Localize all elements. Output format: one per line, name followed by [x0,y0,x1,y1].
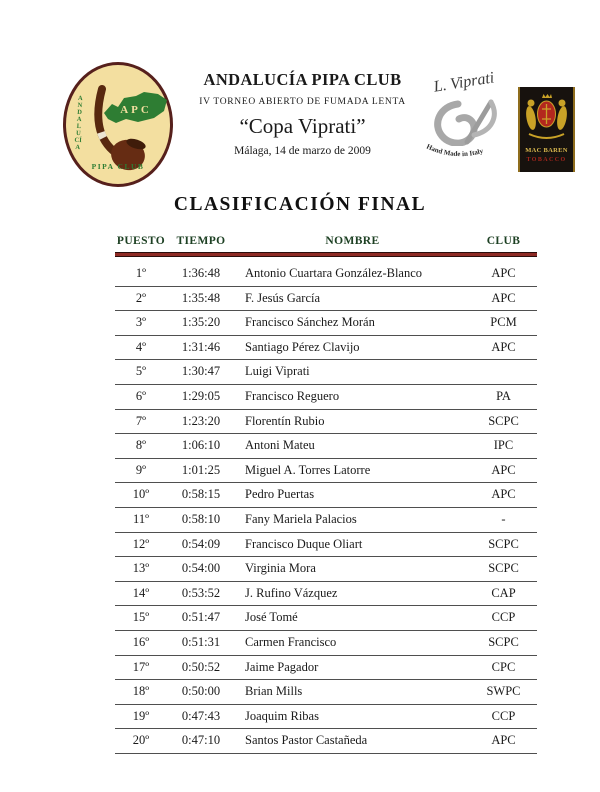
cell-puesto: 1º [135,266,147,280]
cell-club: - [501,511,506,526]
cell-nombre: Virginia Mora [245,561,316,576]
cell-club: CPC [491,659,516,674]
cell-puesto: 2º [135,290,147,305]
cell-tiempo: 0:58:15 [181,487,221,502]
cell-nombre: F. Jesús García [245,290,321,305]
cell-puesto: 12º [132,536,150,551]
macbaren-crest-icon [520,91,573,141]
location-date: Málaga, 14 de marzo de 2009 [234,145,371,157]
cell-nombre: Florentín Rubio [245,413,325,428]
cell-nombre: Francisco Duque Oliart [245,536,363,551]
cell-nombre: Santiago Pérez Clavijo [245,339,360,354]
column-header-puesto: PUESTO [116,235,166,247]
cell-nombre: Jaime Pagador [245,659,319,674]
table-row [115,360,537,385]
table-row [115,557,537,582]
table-row [115,287,537,312]
column-header-tiempo: TIEMPO [176,235,226,247]
table-row [115,385,537,410]
cell-tiempo: 0:51:31 [181,634,221,649]
cell-puesto: 17º [132,659,150,674]
cell-nombre: Pedro Puertas [245,487,315,502]
cup-title: “Copa Viprati” [239,114,366,138]
cell-club: APC [491,733,516,748]
viprati-script-text: L. Viprati [432,69,496,96]
results-table [115,233,537,754]
cell-tiempo: 0:50:00 [181,684,221,699]
cell-tiempo: 0:47:10 [181,733,221,748]
table-row [115,729,537,754]
cell-club: SWPC [486,684,521,699]
section-title: CLASIFICACIÓN FINAL [173,194,427,215]
cell-nombre: José Tomé [245,610,298,625]
cell-puesto: 5º [135,364,147,379]
cell-tiempo: 0:51:47 [181,610,221,625]
cell-club: IPC [493,438,514,453]
table-row [115,410,537,435]
cell-tiempo: 1:31:46 [181,339,221,354]
cell-club: SCPC [488,561,519,576]
header-rule [115,252,537,257]
svg-text:Hand Made in Italy [425,143,484,159]
results-rows [115,262,537,754]
viprati-tagline-text: Hand Made in Italy [425,142,485,159]
cell-club: CCP [491,610,516,625]
cell-club: APC [491,266,516,280]
cell-club: SCPC [488,536,519,551]
cell-puesto: 14º [132,585,150,600]
cell-tiempo: 0:50:52 [181,659,221,674]
table-row [115,582,537,607]
cell-puesto: 4º [135,339,147,354]
cell-puesto: 15º [132,610,150,625]
viprati-swirl-icon [428,98,500,146]
viprati-logo [414,70,514,172]
macbaren-logo [518,87,575,172]
table-row [115,262,537,287]
cell-nombre: Antoni Mateu [245,438,315,453]
cell-puesto: 20º [132,733,150,748]
cell-tiempo: 0:47:43 [181,708,221,723]
table-row [115,311,537,336]
cell-nombre: Francisco Reguero [245,388,340,403]
cell-nombre: Antonio Cuartara González-Blanco [245,266,423,280]
table-row [115,705,537,730]
cell-tiempo: 1:01:25 [181,462,221,477]
cell-club: APC [491,462,516,477]
cell-puesto: 9º [135,462,147,477]
column-header-nombre: NOMBRE [325,235,380,247]
cell-nombre: J. Rufino Vázquez [245,585,338,600]
apc-map-label: APC [120,104,152,116]
event-line: IV TORNEO ABIERTO DE FUMADA LENTA [199,97,406,107]
cell-tiempo: 0:58:10 [181,511,221,526]
club-name: ANDALUCÍA PIPA CLUB [203,70,402,89]
apc-logo-bottom-text: PIPA CLUB [91,162,145,171]
cell-tiempo: 1:35:20 [181,315,221,330]
cell-club: APC [491,339,516,354]
cell-puesto: 16º [132,634,150,649]
cell-tiempo: 0:54:00 [181,561,221,576]
cell-puesto: 18º [132,684,150,699]
viprati-tagline-arc [416,142,512,168]
apc-club-logo [63,62,173,187]
cell-nombre: Luigi Viprati [245,364,310,379]
cell-club: APC [491,487,516,502]
cell-club: PCM [490,315,517,330]
apc-logo-side-text: ANDALUCÍA [74,94,83,152]
cell-tiempo: 1:29:05 [181,388,221,403]
column-header-club: CLUB [486,235,521,247]
cell-club: PA [496,388,511,403]
table-row [115,656,537,681]
table-row [115,533,537,558]
cell-tiempo: 1:30:47 [181,364,221,379]
cell-nombre: Miguel A. Torres Latorre [245,462,371,477]
cell-nombre: Joaquim Ribas [245,708,319,723]
table-row [115,508,537,533]
cell-tiempo: 1:35:48 [181,290,221,305]
cell-puesto: 8º [135,438,147,453]
cell-tiempo: 0:53:52 [181,585,221,600]
table-row [115,459,537,484]
results-table-header [115,233,537,250]
cell-puesto: 11º [133,511,149,526]
cell-club [470,360,537,384]
table-row [115,680,537,705]
cell-nombre: Santos Pastor Castañeda [245,733,368,748]
cell-nombre: Carmen Francisco [245,634,337,649]
cell-puesto: 10º [132,487,150,502]
macbaren-sub: TOBACCO [526,157,567,163]
cell-tiempo: 1:06:10 [181,438,221,453]
table-row [115,336,537,361]
cell-club: SCPC [488,634,519,649]
cell-nombre: Fany Mariela Palacios [245,511,357,526]
cell-club: SCPC [488,413,519,428]
cell-puesto: 7º [135,413,147,428]
table-row [115,434,537,459]
cell-nombre: Francisco Sánchez Morán [245,315,375,330]
table-row [115,483,537,508]
cell-tiempo: 1:23:20 [181,413,221,428]
cell-puesto: 6º [135,388,147,403]
cell-club: CCP [491,708,516,723]
table-row [115,606,537,631]
cell-tiempo: 0:54:09 [181,536,221,551]
cell-puesto: 19º [132,708,150,723]
table-row [115,631,537,656]
macbaren-name: MAC BAREN [525,147,568,154]
cell-nombre: Brian Mills [245,684,303,699]
cell-club: APC [491,290,516,305]
cell-puesto: 13º [132,561,150,576]
cell-puesto: 3º [135,315,147,330]
document-header [180,70,425,157]
cell-tiempo: 1:36:48 [181,266,221,280]
cell-club: CAP [491,585,516,600]
